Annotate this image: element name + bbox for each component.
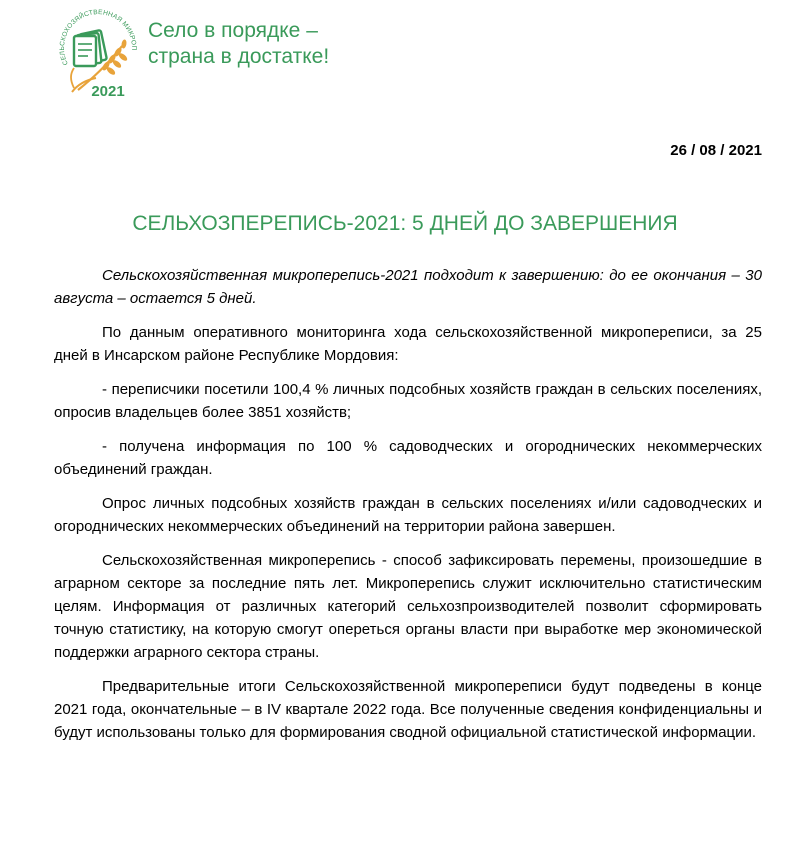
slogan-line-1: Село в порядке – (148, 19, 318, 42)
article-title: СЕЛЬХОЗПЕРЕПИСЬ-2021: 5 ДНЕЙ ДО ЗАВЕРШЕНИЯ (132, 212, 678, 235)
census-logo-emblem (48, 4, 148, 100)
logo-year: 2021 (91, 83, 125, 100)
paragraph-monitoring: По данным оперативного мониторинга хода сельскохозяйственной микропереписи, за 25 дней в Инсарском районе Республике Мордовия: (54, 324, 762, 364)
paragraph-survey-complete: Опрос личных подсобных хозяйств граждан в сельских поселениях и/или садоводческих и огороднических некоммерческих объединений на территории района завершен. (54, 495, 762, 535)
logo-ring-text: СЕЛЬСКОХОЗЯЙСТВЕННАЯ МИКРОП (59, 9, 138, 67)
census-logo (48, 4, 148, 100)
paragraph-intro: Сельскохозяйственная микроперепись-2021 подходит к завершению: до ее окончания – 30 августа – остается 5 дней. (54, 267, 762, 307)
slogan-line-2: страна в достатке! (148, 45, 330, 68)
logo-sheet-front-icon (74, 36, 96, 66)
paragraph-purpose: Сельскохозяйственная микроперепись - способ зафиксировать перемены, произошедшие в аграрном секторе за последние пять лет. Микроперепись служит исключительно статистическим целям. Информация от различных категорий сельхозпроизводителей позволит сформировать точную статистику, на которую смогут опереться органы власти при выработке мер экономической поддержки аграрного сектора страны. (54, 552, 762, 661)
paragraph-results: Предварительные итоги Сельскохозяйственной микропереписи будут подведены в конце 2021 года, окончательные – в IV квартале 2022 года. Все полученные сведения конфиденциальны и будут использованы только для формирования сводной официальной статистической информации. (54, 678, 762, 741)
article-body (54, 264, 762, 755)
publication-date: 26 / 08 / 2021 (670, 142, 762, 159)
paragraph-associations: - получена информация по 100 % садоводческих и огороднических некоммерческих объединений граждан. (54, 438, 762, 478)
paragraph-households: - переписчики посетили 100,4 % личных подсобных хозяйств граждан в сельских поселениях, опросив владельцев более 3851 хозяйств; (54, 381, 762, 421)
slogan (148, 18, 329, 70)
